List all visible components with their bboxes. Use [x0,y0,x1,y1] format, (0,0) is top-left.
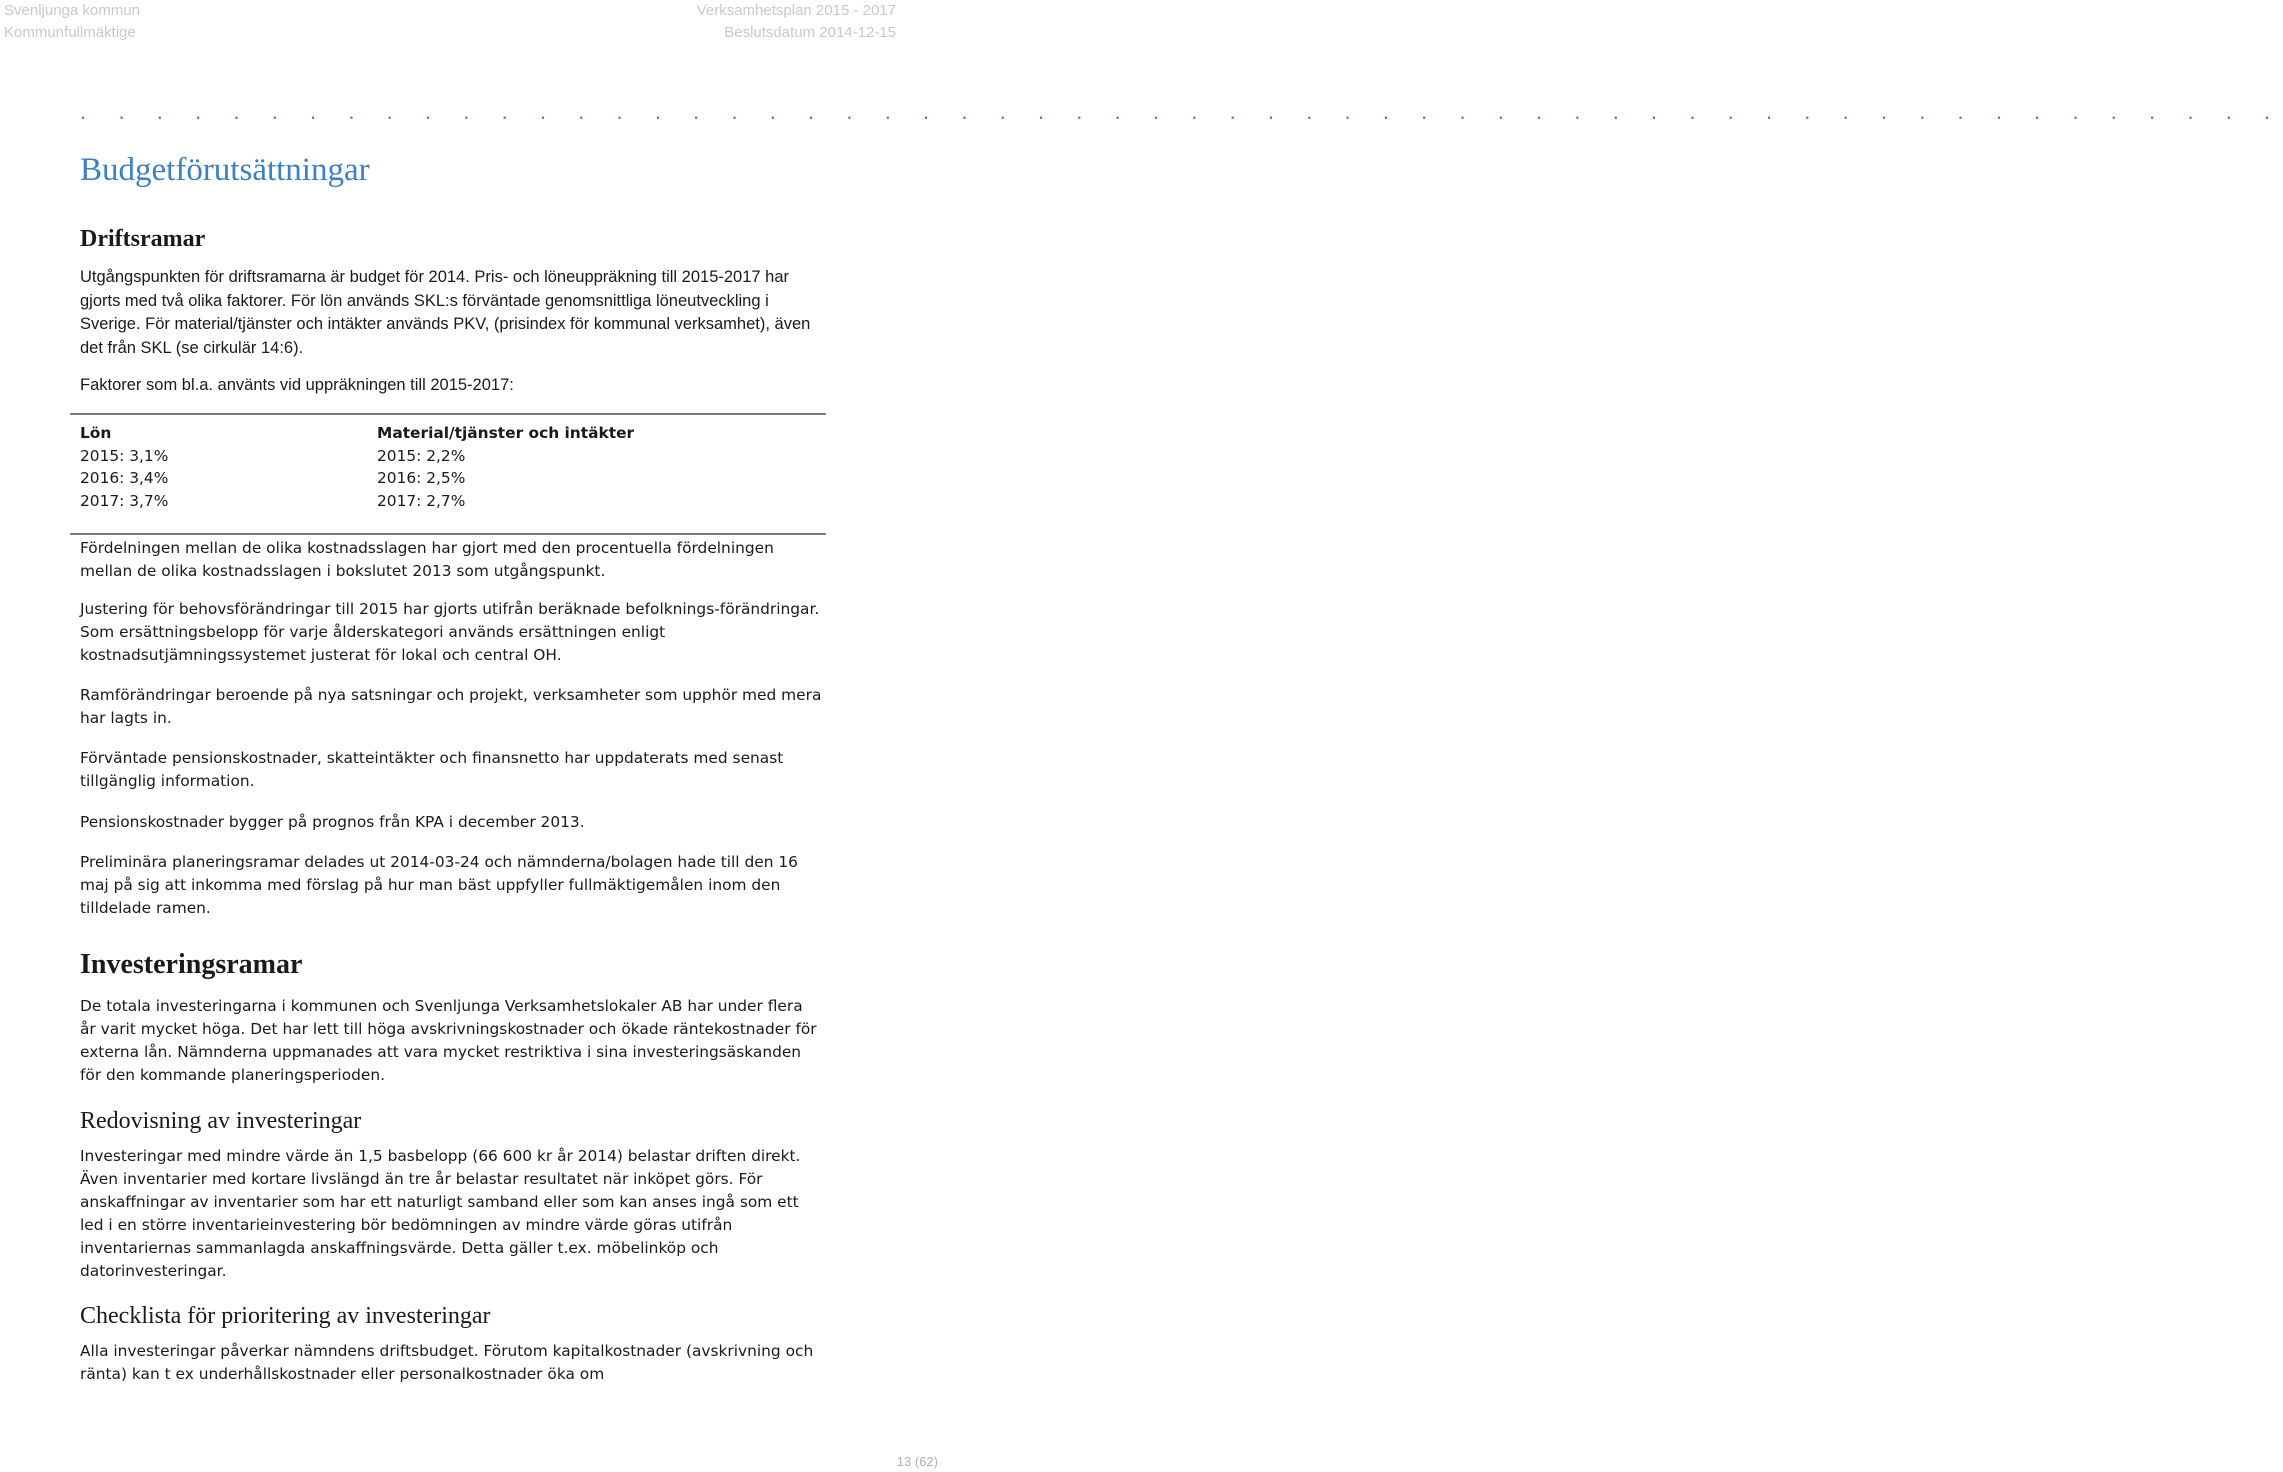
page-title: Budgetförutsättningar [80,152,370,188]
heading-investeringsramar: Investeringsramar [80,949,303,980]
material-header: Material/tjänster och intäkter [377,424,635,442]
paragraph-pensionskostnader-kpa: Pensionskostnader bygger på prognos från KPA i december 2013. [80,813,585,831]
paragraph-fordelning: Fördelningen mellan de olika kostnadsslagen har gjort med den procentuella fördelningen mellan de olika kostnadsslagen i bokslutet 2013 som utgångspunkt. [80,539,774,580]
paragraph-justering: Justering för behovsförändringar till 2015 har gjorts utifrån beräknade befolknings-förändringar. Som ersättningsbelopp för varje ålderskategori används ersättningen enligt kostnadsutjämningssystemet justerat för lokal och central OH. [80,600,820,664]
lon-row: 2015: 3,1% [80,446,169,465]
header-plan: Verksamhetsplan 2015 - 2017 [696,2,896,19]
table-bottom-rule [70,533,826,535]
checklista-text: Alla investeringar påverkar nämndens driftsbudget. Förutom kapitalkostnader (avskrivning och ränta) kan t ex underhållskostnader eller personalkostnader öka om [80,1342,814,1383]
page-number: 13 (62) [896,1454,938,1469]
lon-header: Lön [80,424,112,442]
material-row: 2017: 2,7% [377,491,466,510]
lon-row: 2016: 3,4% [80,469,169,487]
lon-row: 2017: 3,7% [80,491,169,510]
heading-checklista: Checklista för prioritering av investeringar [80,1303,491,1329]
factors-lead: Faktorer som bl.a. använts vid uppräkningen till 2015-2017: [80,376,514,394]
table-top-rule [70,413,826,415]
paragraph-ramforandringar: Ramförändringar beroende på nya satsningar och projekt, verksamheter som upphör med mera har lagts in. [80,686,822,727]
header-org: Svenljunga kommun [4,2,140,19]
redovisning-text: Investeringar med mindre värde än 1,5 basbelopp (66 600 kr år 2014) belastar driften direkt. Även inventarier med kortare livslängd än tre år belastar resultatet när inköpet görs. För anskaffningar av inventarier som har ett naturligt samband eller som kan anses ingå som ett led i en större inventarieinvestering bör bedömningen av mindre värde göras utifrån inventariernas sammanlagda anskaffningsvärde. Detta gäller t.ex. möbelinköp och datorinvesteringar. [80,1147,801,1280]
dotted-divider: . . . . . . . . . . . . . . . . . . . . . . . . . . . . . . . . . . . . . . . . . . . . . . . . . . . . . . . . . . [80,100,2283,124]
material-column [377,422,634,512]
driftsramar-intro: Utgångspunkten för driftsramarna är budget för 2014. Pris- och löneuppräkning till 2015-2017 har gjorts med två olika faktorer. För lön används SKL:s förväntade genomsnittliga löneutveckling i Sverige. För material/tjänster och intäkter används PKV, (prisindex för kommunal verksamhet), även det från SKL (se cirkulär 14:6). [80,268,811,357]
heading-redovisning: Redovisning av investeringar [80,1108,362,1134]
material-row: 2015: 2,2% [377,446,466,465]
lon-column [80,422,168,512]
header-decision-date: Beslutsdatum 2014-12-15 [724,24,896,41]
header-body: Kommunfullmäktige [4,24,136,41]
heading-driftsramar: Driftsramar [80,226,206,252]
material-row: 2016: 2,5% [377,469,466,487]
investeringsramar-text: De totala investeringarna i kommunen och Svenljunga Verksamhetslokaler AB har under flera år varit mycket höga. Det har lett till höga avskrivningskostnader och ökade räntekostnader för externa lån. Nämnderna uppmanades att vara mycket restriktiva i sina investeringsäskanden för den kommande planeringsperioden. [80,997,817,1084]
paragraph-pensionskostnader-forvantade: Förväntade pensionskostnader, skatteintäkter och finansnetto har uppdaterats med senast tillgänglig information. [80,749,784,790]
paragraph-planeringsramar: Preliminära planeringsramar delades ut 2014-03-24 och nämnderna/bolagen hade till den 16 maj på sig att inkomma med förslag på hur man bäst uppfyller fullmäktigemålen inom den tilldelade ramen. [80,853,798,917]
